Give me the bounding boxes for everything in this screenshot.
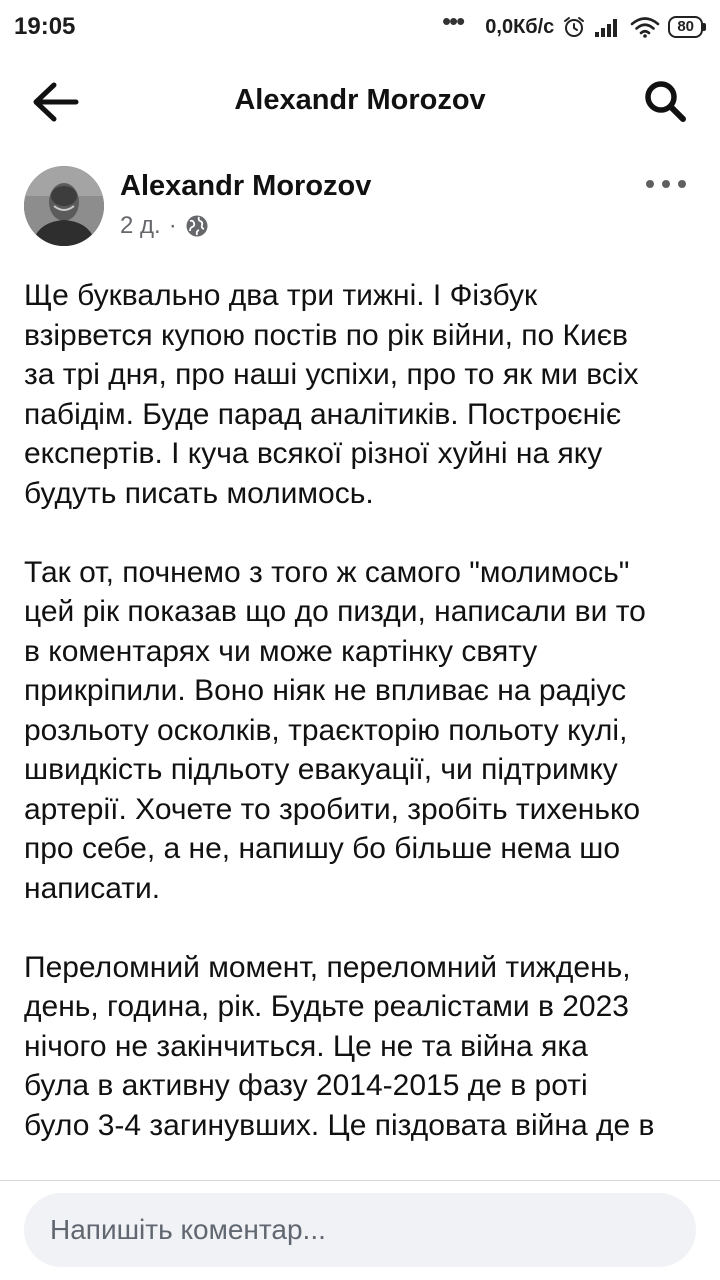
status-icons	[441, 6, 706, 42]
author-name[interactable]: Alexandr Morozov	[120, 170, 372, 202]
signal-icon	[594, 16, 622, 38]
notification-dots: •••	[441, 6, 464, 36]
status-time: 19:05	[14, 13, 76, 40]
divider	[0, 1180, 720, 1181]
post-paragraph: Переломний момент, переломний тиждень, день, година, рік. Будьте реалістами в 2023 нічого не закінчиться. Це не та війна яка була в активну фазу 2014-2015 де в роті було 3-4 загинувших. Це піздовата війна де в	[24, 950, 655, 1142]
post-paragraph: Так от, почнемо з того ж самого "молимось" цей рік показав що до пизди, написали ви то в коментарях чи може картінку святу прикріпили. Воно ніяк не впливає на радіус розльоту осколків, траєкторію польоту кулі, швидкість підльоту евакуації, чи підтримку артерії. Хочете то зробити, зробіть тихенько про себе, а не, напишу бо більше нема шо написати.	[24, 555, 646, 905]
meta-separator: ·	[168, 212, 177, 239]
search-icon	[642, 78, 688, 124]
post-options-button[interactable]	[646, 172, 686, 196]
alarm-icon	[562, 15, 586, 39]
post-paragraph: Ще буквально два три тижні. І Фізбук взірвется купою постів по рік війни, по Києв за трі дня, про наші успіхи, про то як ми всіх пабідім. Буде парад аналітиків. Построєніє експертів. І куча всякої різної хуйні на яку будуть писать молимось.	[24, 279, 639, 510]
avatar[interactable]	[24, 166, 104, 246]
network-speed: 0,0Кб/с	[485, 15, 555, 38]
comment-input[interactable]	[24, 1193, 696, 1267]
post-header	[0, 164, 720, 254]
battery-level: 80	[668, 16, 703, 38]
search-button[interactable]	[642, 78, 688, 124]
post-text	[24, 276, 708, 1164]
page-title: Alexandr Morozov	[234, 84, 486, 116]
wifi-icon	[630, 16, 660, 38]
comment-placeholder: Напишіть коментар...	[50, 1214, 326, 1245]
app-header	[0, 54, 720, 150]
globe-icon	[185, 214, 209, 238]
more-horizontal-icon	[646, 180, 654, 188]
post-time[interactable]: 2 д.	[120, 212, 161, 239]
status-bar	[0, 0, 720, 54]
battery-icon	[668, 16, 706, 38]
post-meta	[120, 212, 209, 240]
